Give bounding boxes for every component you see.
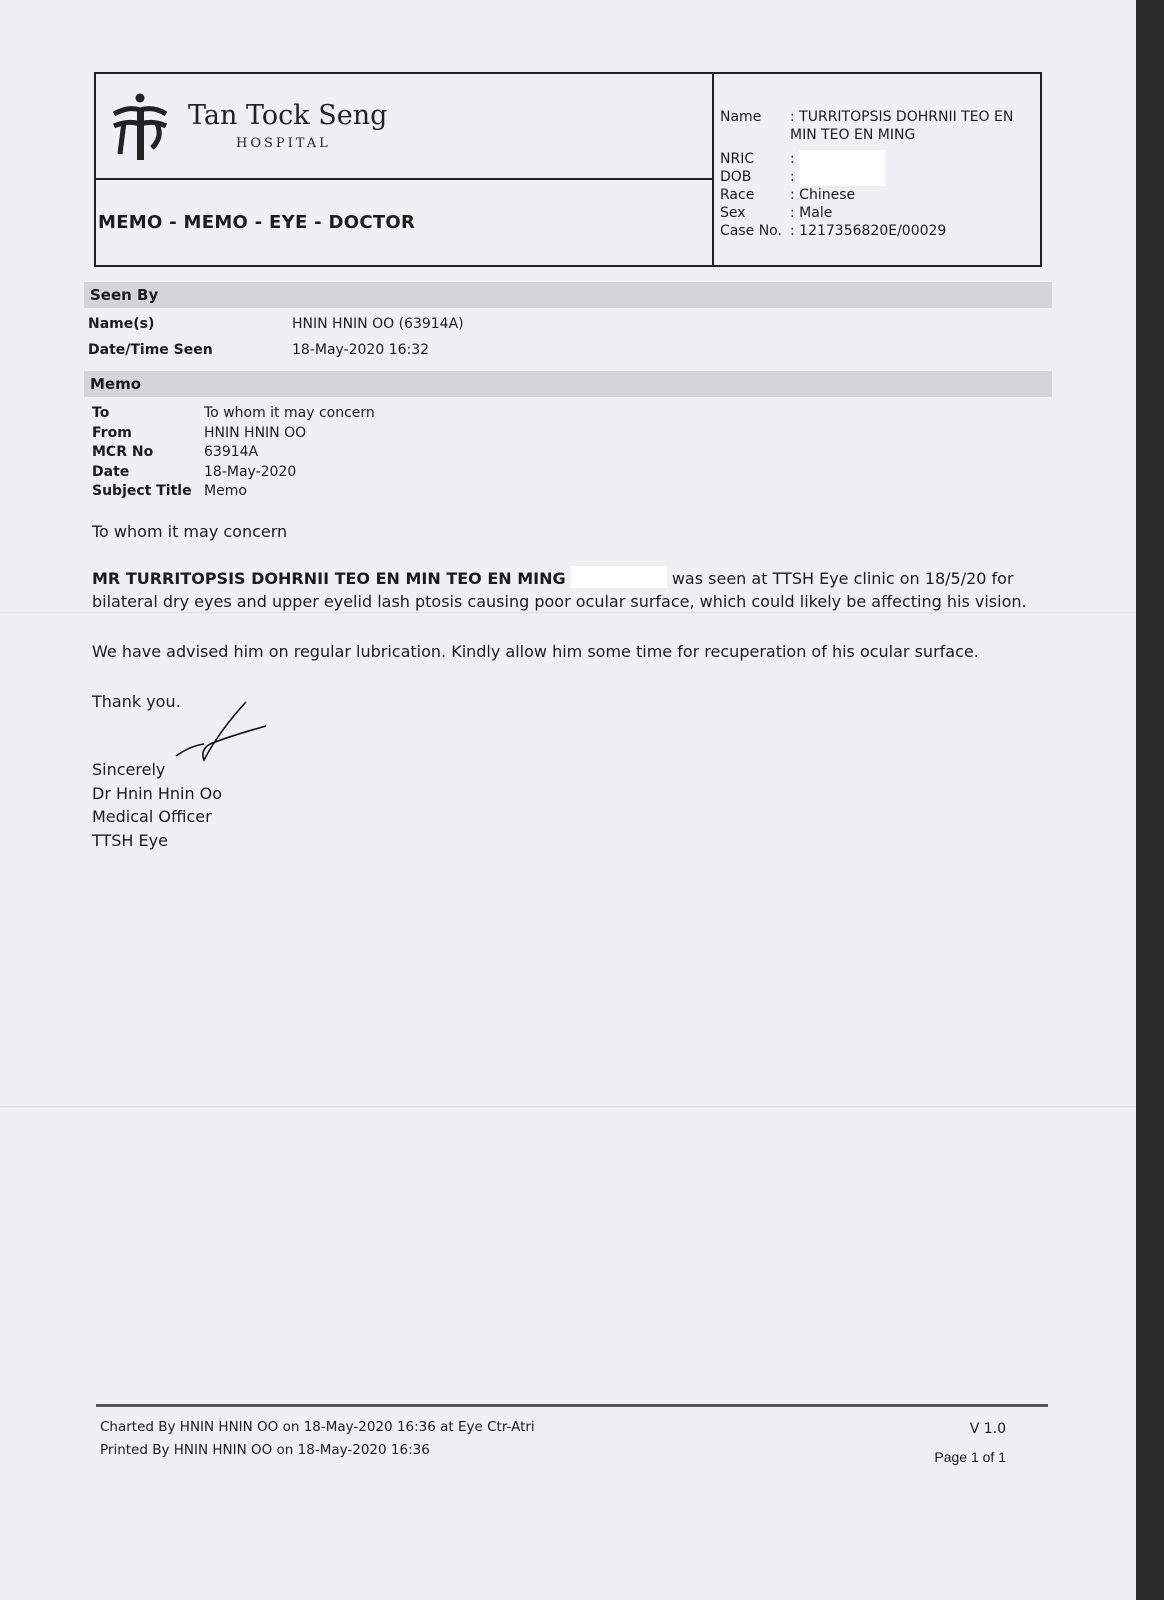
letter-salutation: To whom it may concern [92, 522, 288, 541]
header-box [94, 72, 1042, 267]
paragraph-1-line-2: bilateral dry eyes and upper eyelid lash ptosis causing poor ocular surface, which could likely be affecting his vision. [92, 592, 1027, 611]
patient-sex-row [720, 204, 1020, 222]
memo-to-label: To [92, 405, 110, 421]
patient-dob-label: DOB [720, 169, 752, 185]
seen-by-names-label: Name(s) [88, 316, 155, 332]
patient-name-bold: MR TURRITOPSIS DOHRNII TEO EN MIN TEO EN MING [92, 569, 566, 588]
seen-by-datetime-label: Date/Time Seen [88, 342, 213, 358]
header-divider [96, 178, 712, 180]
patient-nric-row [720, 150, 1020, 168]
patient-case-row [720, 222, 1020, 240]
memo-from-row [92, 424, 375, 444]
footer-version: V 1.0 [969, 1421, 1006, 1437]
patient-nric-label: NRIC [720, 151, 755, 167]
doctor-name: Dr Hnin Hnin Oo [92, 783, 223, 803]
patient-info [720, 108, 1020, 240]
memo-date-row [92, 463, 375, 483]
patient-name-label: Name [720, 109, 762, 125]
patient-nric-value: : [790, 151, 795, 167]
scan-edge [1136, 0, 1164, 1600]
hospital-logo-icon [110, 92, 170, 164]
patient-dob-row [720, 168, 1020, 186]
patient-sex-value: : Male [790, 205, 833, 221]
footer-printed: Printed By HNIN HNIN OO on 18-May-2020 16:36 [100, 1442, 430, 1458]
memo-mcr-row [92, 443, 375, 463]
patient-name-value: : TURRITOPSIS DOHRNII TEO EN MIN TEO EN MING [790, 109, 1014, 143]
patient-case-label: Case No. [720, 223, 782, 239]
memo-subject-label: Subject Title [92, 483, 192, 499]
memo-subject-value: Memo [204, 483, 247, 499]
hospital-name: Tan Tock Seng [188, 100, 388, 131]
footer-right [934, 1418, 1006, 1468]
memo-mcr-label: MCR No [92, 444, 154, 460]
patient-race-row [720, 186, 1020, 204]
memo-from-value: HNIN HNIN OO [204, 424, 307, 441]
header-left [96, 74, 714, 265]
patient-dob-value: : [790, 169, 795, 185]
footer-left [100, 1416, 535, 1462]
seen-by-datetime-value: 18-May-2020 16:32 [292, 342, 430, 358]
memo-date-value: 18-May-2020 [204, 463, 297, 480]
memo-details [92, 404, 375, 502]
letter-sincerely: Sincerely [92, 760, 166, 779]
paper-fold [0, 1106, 1136, 1109]
patient-name-row [720, 108, 1020, 144]
memo-from-label: From [92, 424, 132, 441]
footer-page-number: Page 1 of 1 [934, 1449, 1006, 1465]
paragraph-1-text: was seen at TTSH Eye clinic on 18/5/20 for [671, 569, 1014, 588]
memo-to-row [92, 404, 375, 424]
letter-thanks: Thank you. [92, 692, 181, 711]
patient-race-value: : Chinese [790, 187, 856, 203]
memo-mcr-value: 63914A [204, 444, 259, 460]
letter-paragraph-1 [92, 566, 1052, 613]
doctor-department: TTSH Eye [92, 830, 168, 850]
memo-to-value: To whom it may concern [204, 405, 375, 421]
seen-by-heading: Seen By [84, 282, 1052, 308]
memo-date-label: Date [92, 463, 130, 480]
seen-by-names-value: HNIN HNIN OO (63914A) [292, 316, 464, 332]
patient-race-label: Race [720, 187, 755, 203]
redaction-box [799, 168, 885, 186]
footer-rule [96, 1404, 1048, 1407]
signature-block [92, 758, 222, 852]
footer-charted: Charted By HNIN HNIN OO on 18-May-2020 16:36 at Eye Ctr-Atri [100, 1419, 535, 1435]
redaction-box [799, 150, 885, 168]
memo-heading: Memo [84, 371, 1052, 397]
letter-paragraph-2: We have advised him on regular lubrication. Kindly allow him some time for recuperation of his ocular surface. [92, 642, 979, 661]
document-title: MEMO - MEMO - EYE - DOCTOR [98, 212, 416, 233]
patient-sex-label: Sex [720, 205, 746, 221]
patient-case-value: : 1217356820E/00029 [790, 223, 947, 239]
memo-subject-row [92, 482, 375, 502]
redaction-box [571, 566, 667, 588]
doctor-role: Medical Officer [92, 807, 212, 826]
hospital-subtitle: HOSPITAL [236, 136, 331, 151]
